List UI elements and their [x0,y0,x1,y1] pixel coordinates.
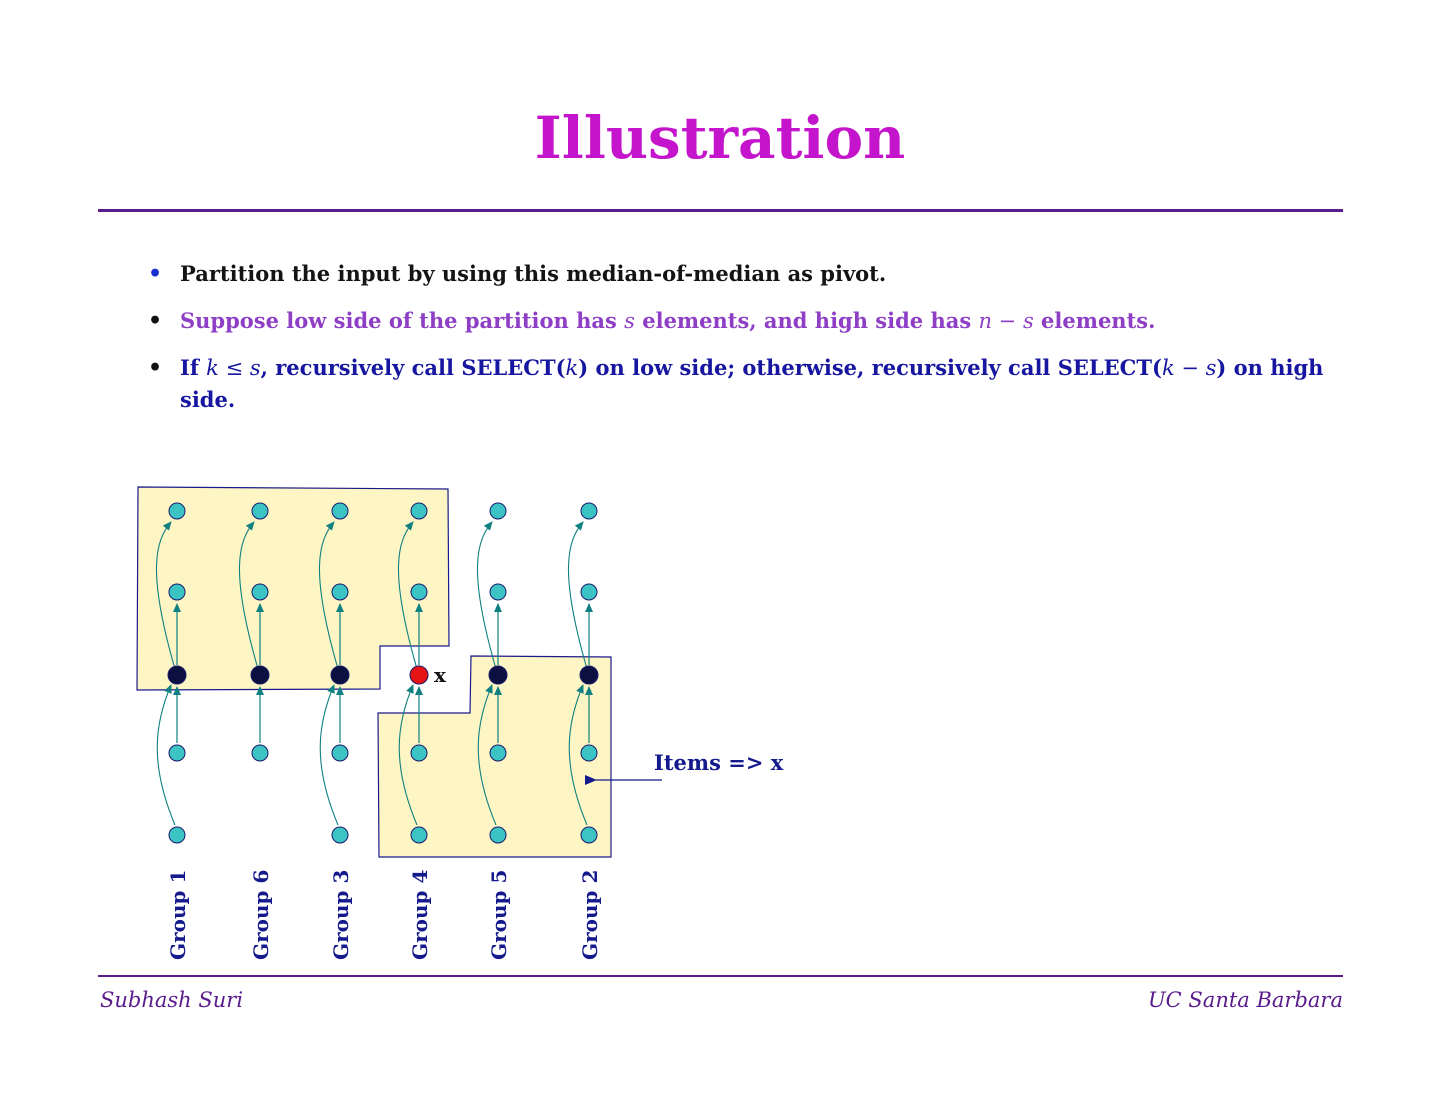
annotation-label: Items => x [654,750,784,775]
select-keyword: SELECT [461,355,556,380]
group-median-node [251,666,269,684]
bullet-dot: • [148,261,163,287]
bullet-dot: • [148,355,163,381]
group-item-node [581,745,597,761]
group-item-node [332,584,348,600]
footer-institution: UC Santa Barbara [1147,988,1343,1012]
math-s: s [624,309,635,333]
slide-title: Illustration [534,104,906,172]
group-item-node [411,745,427,761]
group-label: Group 2 [578,869,602,960]
group-item-node [169,745,185,761]
footer-divider [98,975,1343,977]
group-item-node [490,745,506,761]
math-k-minus-s: k − s [1161,356,1217,380]
group-median-node [331,666,349,684]
group-label: Group 6 [249,869,273,960]
bullet-text-part: ) on low side; otherwise, recursively call [578,355,1058,380]
group-median-node [489,666,507,684]
group-item-node [490,503,506,519]
group-item-node [332,503,348,519]
group-item-node [169,584,185,600]
bullet-dot: • [148,308,163,334]
math-n-minus-s: n − s [978,309,1034,333]
group-item-node [332,745,348,761]
group-item-node [490,827,506,843]
group-item-node [411,827,427,843]
group-item-node [581,827,597,843]
math-k-le-s: k ≤ s [206,356,261,380]
pivot-median-node [410,666,428,684]
bullet-text-part: If [180,355,207,380]
footer-author: Subhash Suri [100,988,244,1012]
bullet-text-part: Suppose low side of the partition has [180,308,625,333]
group-label: Group 1 [166,869,190,960]
group-item-node [252,503,268,519]
select-keyword: SELECT [1057,355,1153,380]
group-item-node [581,503,597,519]
math-k: k [565,356,579,380]
group-item-node [332,827,348,843]
group-item-node [252,745,268,761]
bullet-text-part: ) on high side. [180,355,1324,412]
group-item-node [411,584,427,600]
paren: ( [555,355,566,380]
bullet-text-part: , recursively call [260,355,462,380]
group-median-node [168,666,186,684]
group-item-node [169,503,185,519]
group-item-node [411,503,427,519]
group-item-node [581,584,597,600]
group-item-node [490,584,506,600]
group-median-node [580,666,598,684]
bullet-text: Partition the input by using this median-of-median as pivot. [180,261,887,286]
group-item-node [252,584,268,600]
paren: ( [1152,355,1162,380]
group-label: Group 4 [408,869,432,960]
group-label: Group 5 [487,869,511,960]
bullet-text-part: elements, and high side has [634,308,979,333]
group-item-node [169,827,185,843]
bullet-text-part: elements. [1033,308,1156,333]
pivot-label: x [434,663,446,687]
group-label: Group 3 [329,869,353,960]
